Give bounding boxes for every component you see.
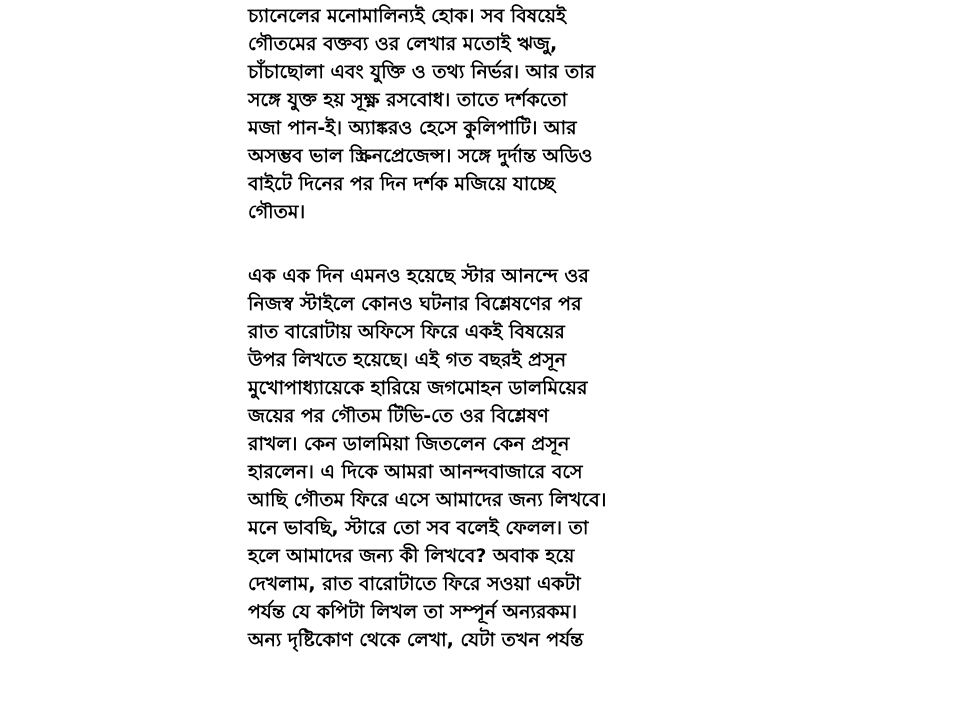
text-line: হলে আমাদের জন্য কী লিখবে? অবাক হয়ে xyxy=(248,545,575,567)
text-line: গৌতমের বক্তব্য ওর লেখার মতোই ঋজু, xyxy=(248,33,558,55)
text-line: পর্যন্ত যে কপিটা লিখল তা সম্পূর্ন অন্যরকম। xyxy=(248,601,578,623)
text-line: গৌতম। xyxy=(248,201,306,223)
text-line: নিজস্ব স্টাইলে কোনও ঘটনার বিশ্লেষণের পর xyxy=(248,293,582,315)
text-line: উপর লিখতে হয়েছে। এই গত বছরই প্রসূন xyxy=(248,349,567,371)
text-line: সঙ্গে যুক্ত হয় সূক্ষ্ণ রসবোধ। তাতে দর্শকতো xyxy=(248,89,568,111)
text-line: চ্যানেলের মনোমালিন্যই হোক। সব বিষয়েই xyxy=(248,5,566,27)
text-line: মজা পান-ই। অ্যাঙ্করও হেসে কুলিপাটি। আর xyxy=(248,117,577,139)
paragraph-1 xyxy=(248,2,718,226)
text-line: রাখল। কেন ডালমিয়া জিতলেন কেন প্রসূন xyxy=(248,433,570,455)
text-line: চাঁচাছোলা এবং যুক্তি ও তথ্য নির্ভর। আর তার xyxy=(248,61,596,83)
text-line: রাত বারোটায় অফিসে ফিরে একই বিষয়ের xyxy=(248,321,565,343)
text-line: মুখোপাধ্যায়েকে হারিয়ে জগমোহন ডালমিয়ের xyxy=(248,377,588,399)
text-line: আছি গৌতম ফিরে এসে আমাদের জন্য লিখবে। xyxy=(248,489,607,511)
text-line: জয়ের পর গৌতম টিভি-তে ওর বিশ্লেষণ xyxy=(248,405,549,427)
paragraph-2 xyxy=(248,262,718,654)
text-line: হারলেন। এ দিকে আমরা আনন্দবাজারে বসে xyxy=(248,461,583,483)
text-line: এক এক দিন এমনও হয়েছে স্টার আনন্দে ওর xyxy=(248,265,589,287)
text-line: অসম্ভব ভাল স্ক্রিনপ্রেজেন্স। সঙ্গে দুর্দান্ত অডিও xyxy=(248,145,593,167)
text-line: দেখলাম, রাত বারোটাতে ফিরে সওয়া একটা xyxy=(248,573,581,595)
text-line: অন্য দৃষ্টিকোণ থেকে লেখা, যেটা তখন পর্যন্ত xyxy=(248,629,584,651)
text-line: বাইটে দিনের পর দিন দর্শক মজিয়ে যাচ্ছে xyxy=(248,173,555,195)
text-line: মনে ভাবছি, স্টারে তো সব বলেই ফেলল। তা xyxy=(248,517,589,539)
